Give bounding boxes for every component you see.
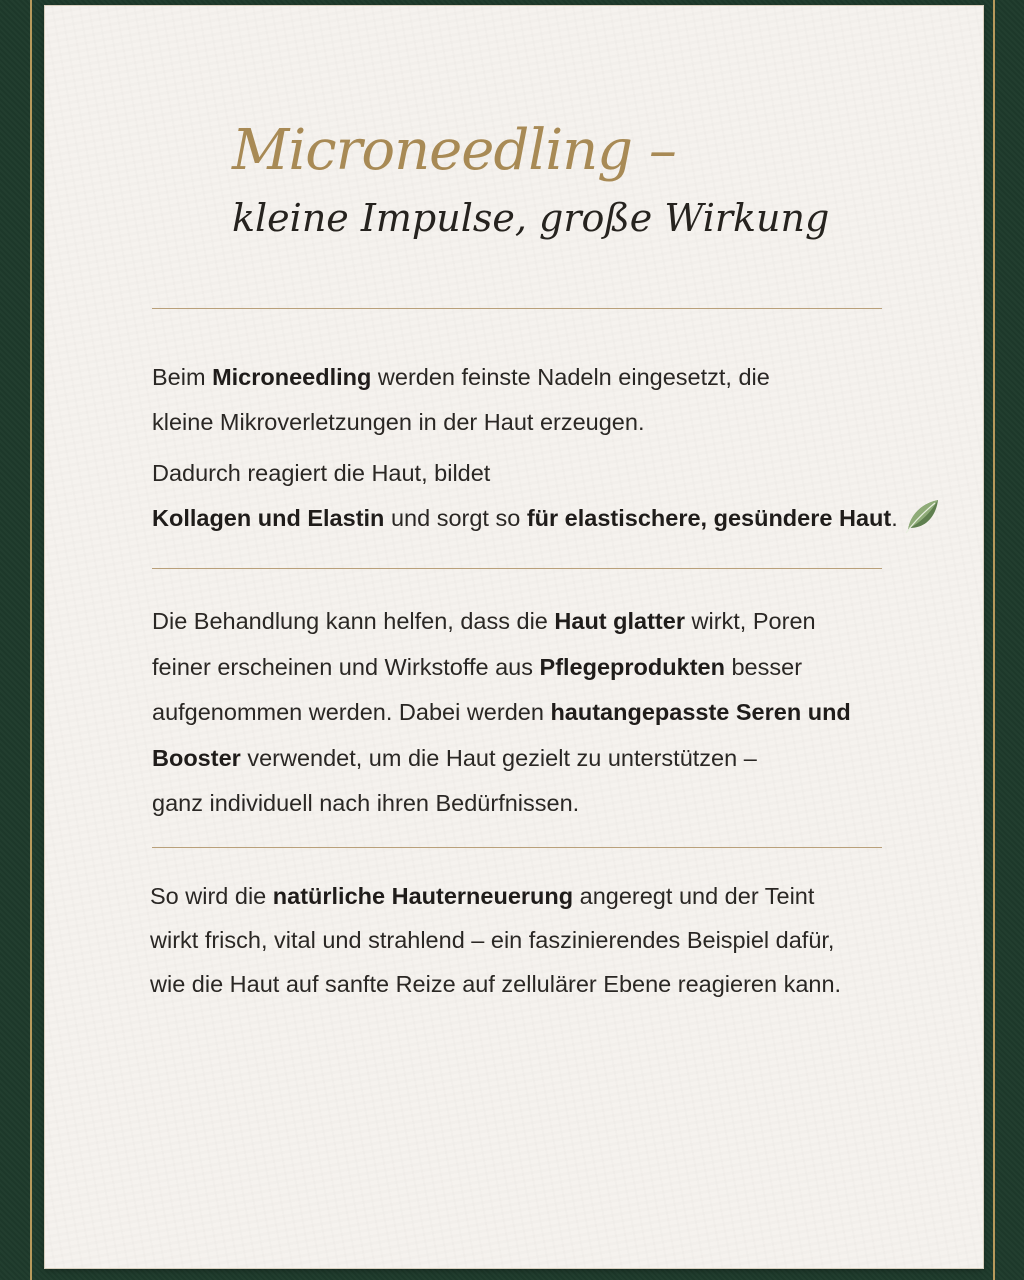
text-span: Die Behandlung kann helfen, dass die: [152, 608, 555, 634]
text-span: feiner erscheinen und Wirkstoffe aus: [152, 653, 540, 680]
divider-bottom: [152, 847, 882, 848]
emphasis-text: Haut glatter: [554, 608, 685, 634]
emphasis-text: Pflegeprodukten: [539, 653, 725, 680]
divider-top: [152, 308, 882, 309]
emphasis-text: für elastischere, gesündere Haut: [526, 505, 892, 531]
text-line: [150, 874, 890, 918]
text-span: So wird die: [150, 883, 273, 909]
emphasis-text: Booster: [152, 744, 241, 771]
text-span: besser: [724, 653, 803, 680]
text-line: ganz individuell nach ihren Bedürfnissen.: [152, 790, 580, 816]
text-span: wirkt, Poren: [684, 608, 816, 634]
text-line: [152, 736, 892, 782]
text-span: werden feinste Nadeln eingesetzt, die: [371, 364, 770, 390]
intro-paragraph: [152, 355, 898, 541]
divider-middle: [152, 568, 882, 569]
text-line: wirkt frisch, vital und strahlend – ein faszinierendes Beispiel dafür,: [150, 927, 835, 953]
text-line: [152, 599, 892, 645]
page-subtitle: kleine Impulse, große Wirkung: [232, 196, 830, 240]
text-span: und sorgt so: [384, 505, 527, 531]
page-title: Microneedling –: [232, 118, 676, 183]
text-span: aufgenommen werden. Dabei werden: [152, 699, 551, 725]
text-line: Dadurch reagiert die Haut, bildet: [152, 460, 491, 486]
text-span: Beim: [152, 364, 213, 390]
emphasis-text: natürliche Hauterneuerung: [272, 883, 574, 909]
text-line: [152, 496, 898, 541]
emphasis-text: Kollagen und Elastin: [152, 505, 385, 531]
treatment-paragraph: [152, 599, 892, 827]
emphasis-text: Microneedling: [212, 364, 372, 390]
text-line: [152, 355, 892, 400]
text-span: verwendet, um die Haut gezielt zu unterstützen –: [240, 744, 757, 771]
text-line: wie die Haut auf sanfte Reize auf zellulärer Ebene reagieren kann.: [150, 971, 842, 997]
leaf-icon: [902, 496, 942, 536]
text-line: [152, 645, 892, 691]
text-span: .: [891, 505, 898, 531]
text-line: [152, 690, 892, 736]
emphasis-text: hautangepasste Seren und: [550, 699, 851, 725]
text-span: angeregt und der Teint: [573, 883, 815, 909]
text-line: kleine Mikroverletzungen in der Haut erzeugen.: [152, 409, 645, 435]
conclusion-paragraph: [150, 874, 890, 1006]
